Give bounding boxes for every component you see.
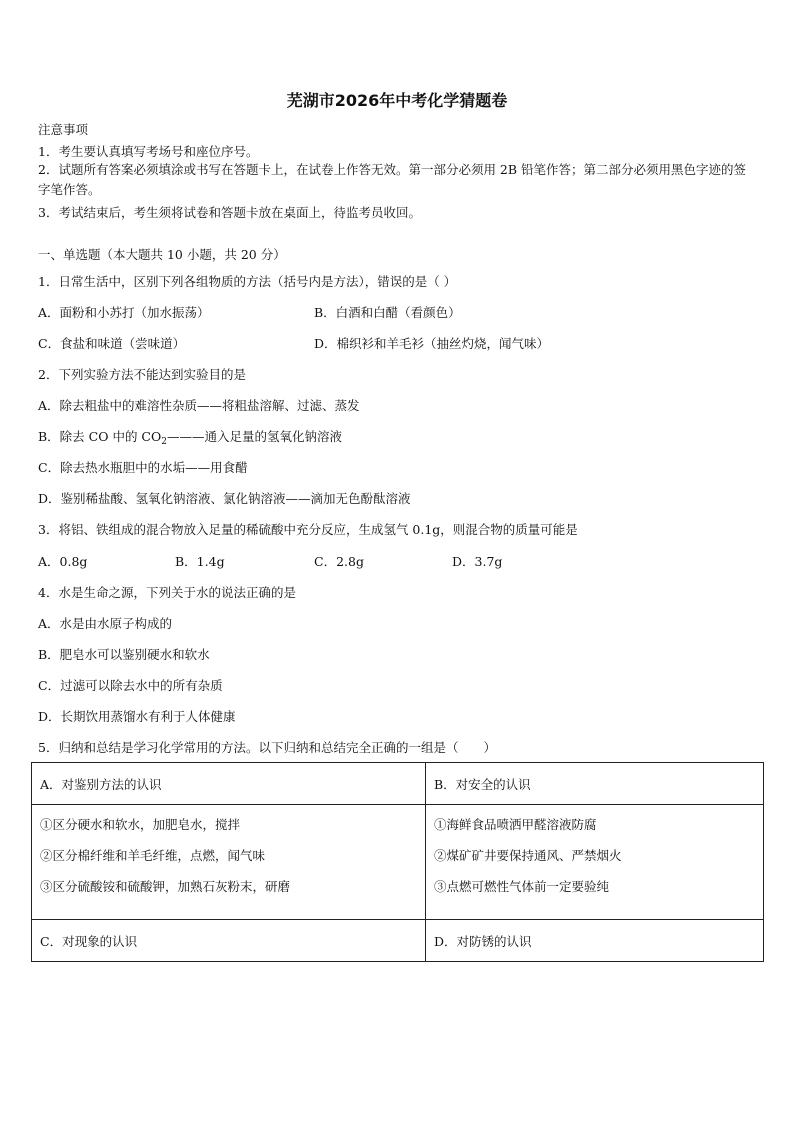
q2-option-b-pre: B．除去 CO 中的 CO bbox=[38, 429, 162, 444]
q5-b-item-2: ②煤矿矿井要保持通风、严禁烟火 bbox=[434, 848, 622, 863]
q5-cell-a-body bbox=[32, 805, 426, 920]
q2-option-a: A．除去粗盐中的难溶性杂质——将粗盐溶解、过滤、蒸发 bbox=[38, 398, 360, 413]
q1-stem: 1．日常生活中，区别下列各组物质的方法（括号内是方法），错误的是（ ） bbox=[38, 274, 457, 289]
q5-a-item-3: ③区分硫酸铵和硫酸钾，加熟石灰粉末，研磨 bbox=[40, 879, 291, 894]
q5-b-item-1: ①海鲜食品喷洒甲醛溶液防腐 bbox=[434, 817, 597, 832]
q2-stem: 2．下列实验方法不能达到实验目的是 bbox=[38, 367, 246, 382]
q3-option-c: C．2.8g bbox=[314, 554, 364, 569]
q5-a-item-1: ①区分硬水和软水，加肥皂水，搅拌 bbox=[40, 817, 241, 832]
q5-a-item-2: ②区分棉纤维和羊毛纤维，点燃，闻气味 bbox=[40, 848, 266, 863]
q1-option-b: B．白酒和白醋（看颜色） bbox=[314, 305, 461, 320]
q5-cell-b-head: B．对安全的认识 bbox=[426, 763, 764, 805]
notice-heading: 注意事项 bbox=[38, 122, 89, 137]
notice-item-3: 3．考试结束后，考生须将试卷和答题卡放在桌面上，待监考员收回。 bbox=[38, 205, 421, 220]
q3-stem: 3．将铝、铁组成的混合物放入足量的稀硫酸中充分反应，生成氢气 0.1g，则混合物的质量可能是 bbox=[38, 522, 578, 537]
q5-cell-a-head: A．对鉴别方法的认识 bbox=[32, 763, 426, 805]
q2-option-d: D．鉴别稀盐酸、氢氧化钠溶液、氯化钠溶液——滴加无色酚酞溶液 bbox=[38, 491, 411, 506]
q3-option-d: D．3.7g bbox=[452, 554, 503, 569]
section-heading: 一、单选题（本大题共 10 小题，共 20 分） bbox=[38, 247, 286, 262]
q2-option-b bbox=[38, 427, 342, 447]
q5-cell-b-body bbox=[426, 805, 764, 920]
q3-option-b: B．1.4g bbox=[175, 554, 225, 569]
q5-stem: 5．归纳和总结是学习化学常用的方法。以下归纳和总结完全正确的一组是（ ） bbox=[38, 740, 496, 755]
q2-option-b-post: ———通入足量的氢氧化钠溶液 bbox=[166, 429, 342, 444]
q4-option-c: C．过滤可以除去水中的所有杂质 bbox=[38, 678, 223, 693]
q2-option-b-subscript: 2 bbox=[161, 437, 167, 447]
page-title: 芜湖市2026年中考化学猜题卷 bbox=[286, 91, 508, 110]
notice-item-1: 1．考生要认真填写考场号和座位序号。 bbox=[38, 144, 259, 159]
q1-option-a: A．面粉和小苏打（加水振荡） bbox=[38, 305, 210, 320]
q5-cell-d-head: D．对防锈的认识 bbox=[426, 920, 764, 962]
q3-option-a: A．0.8g bbox=[38, 554, 88, 569]
q4-stem: 4．水是生命之源，下列关于水的说法正确的是 bbox=[38, 585, 296, 600]
notice-item-2: 2．试题所有答案必须填涂或书写在答题卡上，在试卷上作答无效。第一部分必须用 2B 铅笔作答；第二部分必须用黑色字迹的签字笔作答。 bbox=[38, 162, 747, 197]
q5-b-item-3: ③点燃可燃性气体前一定要验纯 bbox=[434, 879, 610, 894]
q4-option-d: D．长期饮用蒸馏水有利于人体健康 bbox=[38, 709, 236, 724]
q4-option-a: A．水是由水原子构成的 bbox=[38, 616, 173, 631]
q5-cell-c-head: C．对现象的认识 bbox=[32, 920, 426, 962]
q4-option-b: B．肥皂水可以鉴别硬水和软水 bbox=[38, 647, 210, 662]
q5-table bbox=[31, 762, 764, 962]
q2-option-c: C．除去热水瓶胆中的水垢——用食醋 bbox=[38, 460, 248, 475]
q1-option-d: D．棉织衫和羊毛衫（抽丝灼烧，闻气味） bbox=[314, 336, 550, 351]
q1-option-c: C．食盐和味道（尝味道） bbox=[38, 336, 186, 351]
